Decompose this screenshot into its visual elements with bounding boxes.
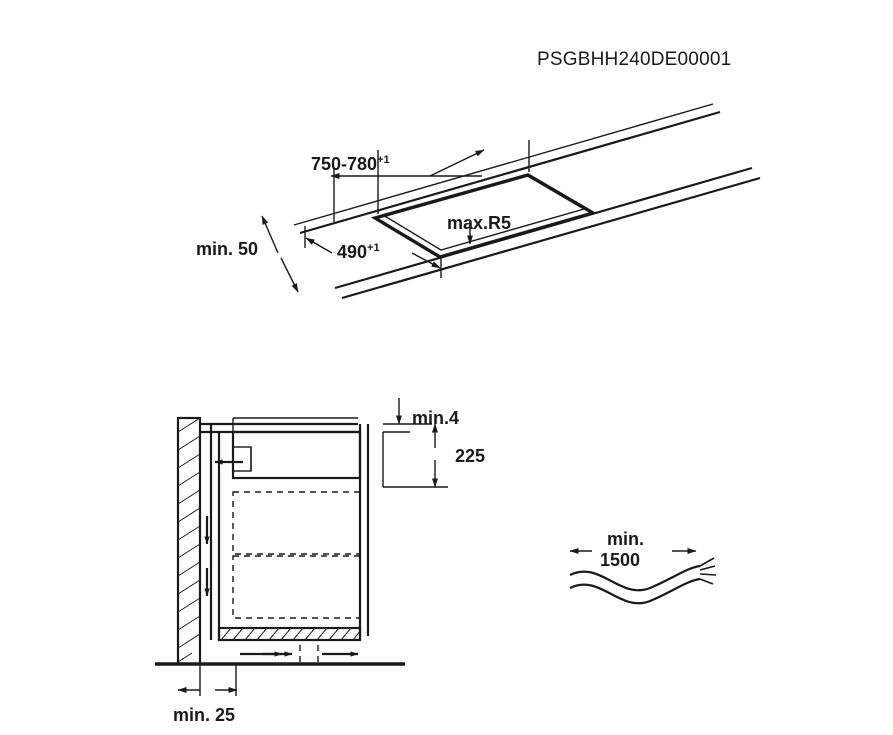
appliance-height-label: 225 (455, 446, 486, 466)
cutout-width-label: $750-780^{+1}$ (311, 154, 390, 174)
cable-length-label: 1500 (600, 550, 641, 570)
model-code-label: PSGBHH240DE00001 (537, 49, 732, 70)
min-wall-distance-dimension (178, 664, 237, 696)
top-view-cutout-opening (375, 175, 593, 257)
cable-min-label: min. (607, 529, 645, 549)
min-gap-top-dimension (383, 398, 432, 432)
cutout-depth-label: $490^{+1}$ (337, 242, 380, 262)
min-rear-distance-label: min. 50 (196, 239, 259, 259)
cable-length-view (570, 551, 716, 603)
min-wall-distance-label: min. 25 (173, 705, 236, 725)
cutout-depth-dimension (305, 226, 441, 278)
min-rear-distance-dimension (262, 216, 298, 292)
top-view-worktop (294, 104, 760, 298)
cutout-width-dimension (331, 140, 529, 222)
min-gap-top-label: min.4 (412, 408, 460, 428)
side-view-section (155, 398, 448, 696)
appliance-height-dimension (383, 424, 448, 487)
corner-radius-label: max.R5 (447, 213, 512, 233)
